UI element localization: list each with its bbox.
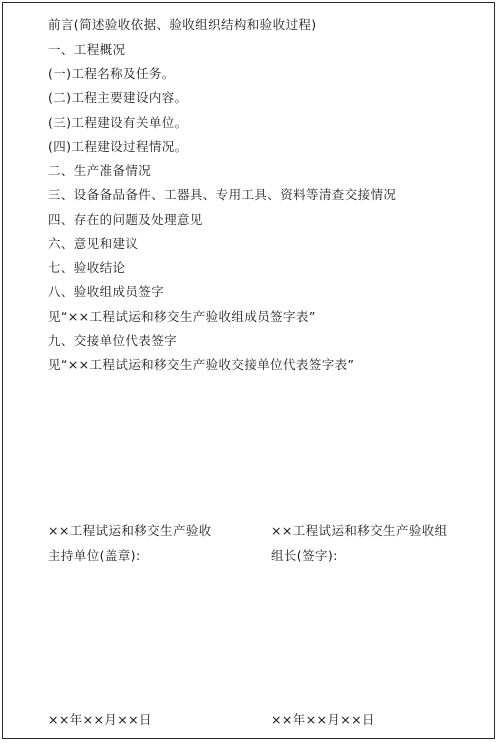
host-unit-title: ××工程试运和移交生产验收 xyxy=(48,523,212,538)
section-3-heading: 三、设备备品备件、工器具、专用工具、资料等清查交接情况 xyxy=(48,187,397,202)
group-leader-date: ××年××月××日 xyxy=(271,712,375,727)
section-6-heading: 六、意见和建议 xyxy=(48,236,139,251)
host-unit-seal-label: 主持单位(盖章): xyxy=(48,548,141,563)
group-leader-signature-label: 组长(签字): xyxy=(271,548,338,563)
group-leader-title: ××工程试运和移交生产验收组 xyxy=(271,523,448,538)
subsection-1-3: (三)工程建设有关单位。 xyxy=(48,115,188,130)
section-8-reference: 见“××工程试运和移交生产验收组成员签字表” xyxy=(48,309,316,324)
section-9-heading: 九、交接单位代表签字 xyxy=(48,333,178,348)
section-9-reference: 见“××工程试运和移交生产验收交接单位代表签字表” xyxy=(48,357,355,372)
subsection-1-4: (四)工程建设过程情况。 xyxy=(48,139,188,154)
host-unit-date: ××年××月××日 xyxy=(48,712,152,727)
document-page xyxy=(2,2,495,739)
section-4-heading: 四、存在的问题及处理意见 xyxy=(48,212,203,227)
preface-heading: 前言(简述验收依据、验收组织结构和验收过程) xyxy=(48,17,317,32)
section-2-heading: 二、生产准备情况 xyxy=(48,163,152,178)
section-1-heading: 一、工程概况 xyxy=(48,42,126,57)
subsection-1-2: (二)工程主要建设内容。 xyxy=(48,90,188,105)
subsection-1-1: (一)工程名称及任务。 xyxy=(48,66,175,81)
section-8-heading: 八、验收组成员签字 xyxy=(48,284,165,299)
section-7-heading: 七、验收结论 xyxy=(48,260,126,275)
